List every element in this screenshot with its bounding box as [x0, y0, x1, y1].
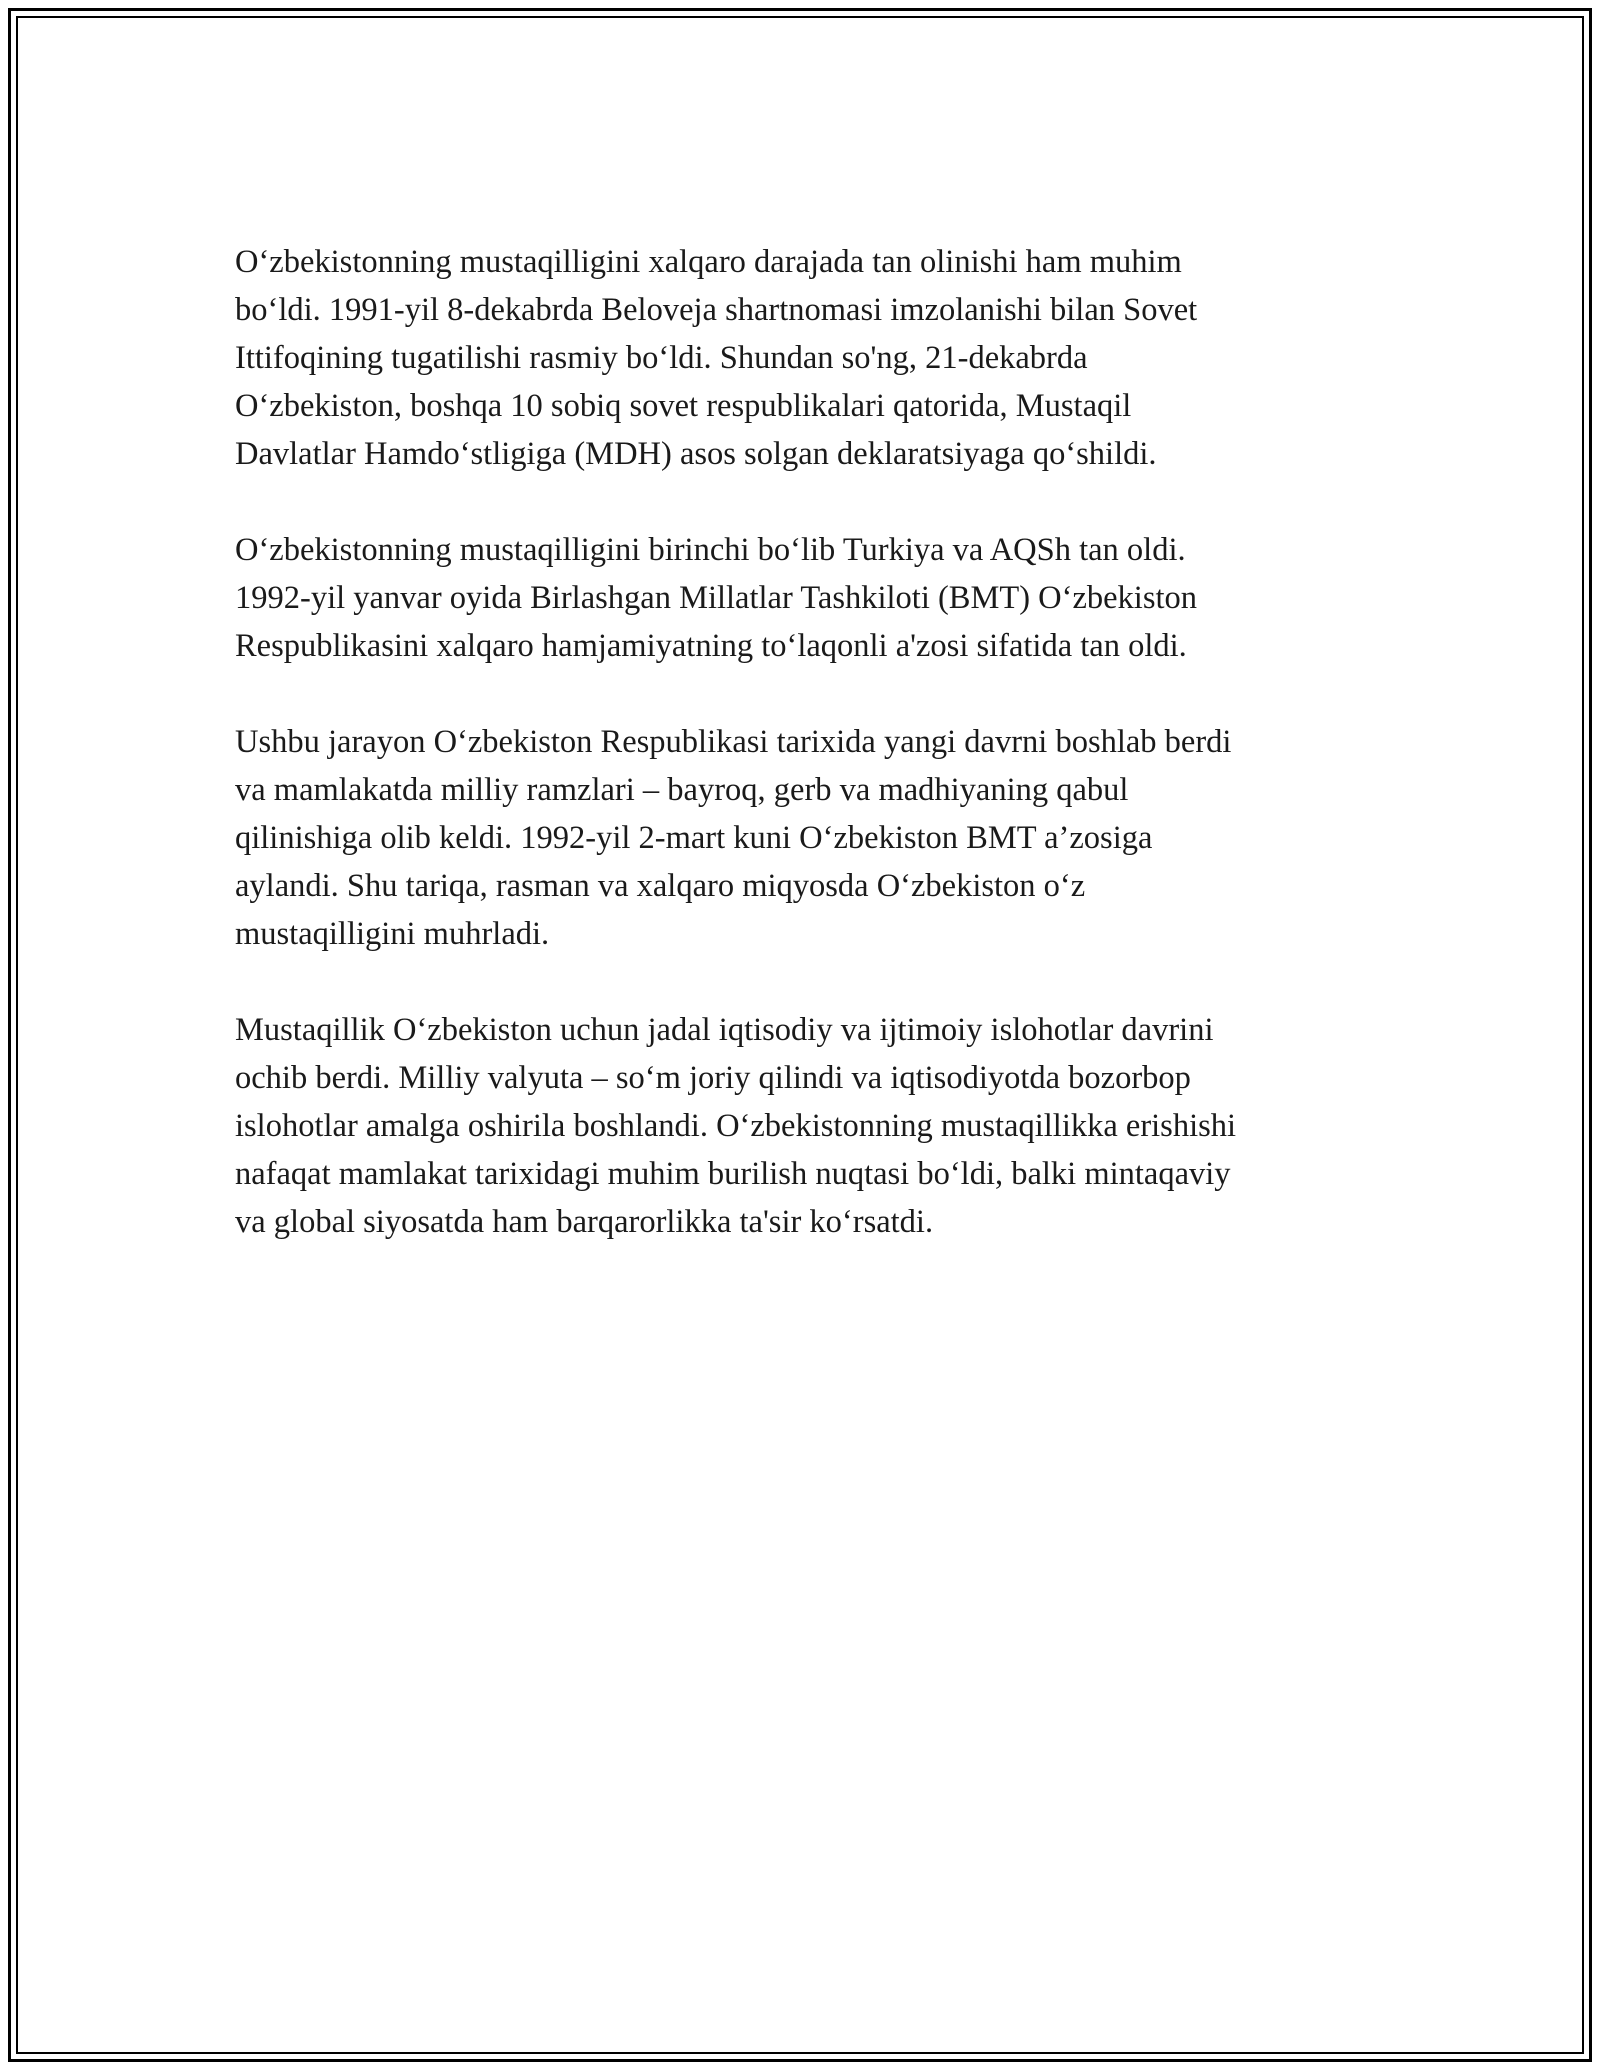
paragraph-economic-reforms: Mustaqillik Oʻzbekiston uchun jadal iqtisodiy va ijtimoiy islohotlar davrini ochib berdi. Milliy valyuta – soʻm joriy qilindi va iqtisodiyotda bozorbop islohotlar amalga oshirila boshlandi. Oʻzbekistonning mustaqillikka erishishi nafaqat mamlakat tarixidagi muhim burilish nuqtasi boʻldi, balki mintaqaviy va global siyosatda ham barqarorlikka ta'sir koʻrsatdi. [235, 1012, 1237, 1240]
paragraph-national-symbols: Ushbu jarayon Oʻzbekiston Respublikasi tarixida yangi davrni boshlab berdi va mamlakatda milliy ramzlari – bayroq, gerb va madhiyaning qabul qilinishiga olib keldi. 1992-yil 2-mart kuni Oʻzbekiston BMT a’zosiga aylandi. Shu tariqa, rasman va xalqaro miqyosda Oʻzbekiston oʻz mustaqilligini muhrladi. [235, 724, 1232, 952]
paragraph-first-recognitions: Oʻzbekistonning mustaqilligini birinchi boʻlib Turkiya va AQSh tan oldi. 1992-yil yanvar oyida Birlashgan Millatlar Tashkiloti (BMT) Oʻzbekiston Respublikasini xalqaro hamjamiyatning toʻlaqonli a'zosi sifatida tan oldi. [235, 532, 1198, 664]
paragraph-international-recognition: Oʻzbekistonning mustaqilligini xalqaro darajada tan olinishi ham muhim boʻldi. 1991-yil 8-dekabrda Beloveja shartnomasi imzolanishi bilan Sovet Ittifoqining tugatilishi rasmiy boʻldi. Shundan so'ng, 21-dekabrda Oʻzbekiston, boshqa 10 sobiq sovet respublikalari qatorida, Mustaqil Davlatlar Hamdoʻstligiga (MDH) asos solgan deklaratsiyaga qoʻshildi. [235, 244, 1198, 472]
document-body [235, 238, 1375, 1294]
